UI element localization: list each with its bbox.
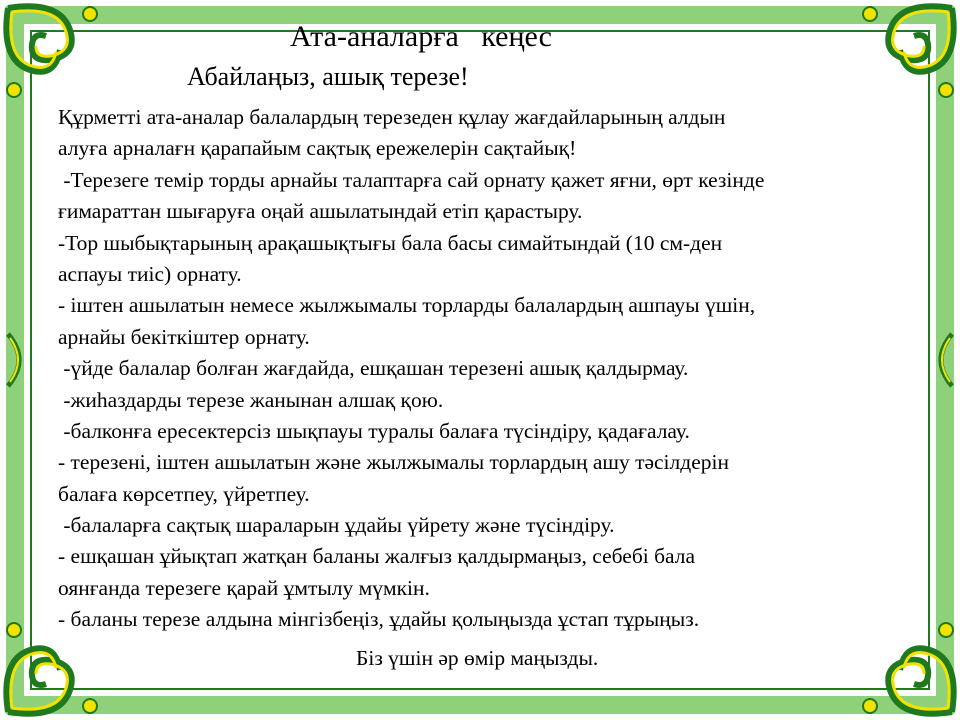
text-line: -жиһаздарды терезе жанынан алшақ қою.	[58, 387, 444, 412]
text-line: балаға көрсетпеу, үйретпеу.	[58, 481, 310, 506]
text-line: арнайы бекіткіштер орнату.	[58, 324, 310, 349]
text-line: -үйде балалар болған жағдайда, ешқашан терезені ашық қалдырмау.	[58, 356, 689, 381]
text-line: - терезені, іштен ашылатын және жылжымалы торлардың ашу тәсілдерін	[58, 450, 729, 475]
advice-text	[58, 102, 948, 636]
text-line: Құрметті ата-аналар балалардың терезеден құлау жағдайларының алдын	[58, 105, 726, 129]
text-line: аспауы тиіс) орнату.	[58, 261, 242, 286]
text-line: алуға арналағн қарапайым сақтық ережелерін сақтайық!	[58, 136, 577, 161]
slide-subtitle: Абайлаңыз, ашық терезе!	[187, 62, 469, 91]
closing-line: Біз үшін әр өмір маңызды.	[356, 646, 599, 670]
text-line: -балаларға сақтық шараларын ұдайы үйрету және түсіндіру.	[58, 513, 615, 538]
text-line: -балконға ересектерсіз шықпауы туралы балаға түсіндіру, қадағалау.	[58, 418, 690, 443]
text-line: - іштен ашылатын немесе жылжымалы торларды балалардың ашпауы үшін,	[58, 293, 756, 318]
text-line: -Терезеге темір торды арнайы талаптарға сай орнату қажет яғни, өрт кезінде	[58, 167, 765, 192]
text-line: оянғанда терезеге қарай ұмтылу мүмкін.	[58, 575, 430, 600]
slide-title: Ата-аналарға кеңес	[290, 20, 552, 53]
text-line: - ешқашан ұйықтап жатқан баланы жалғыз қалдырмаңыз, себебі бала	[58, 544, 696, 569]
text-line: - баланы терезе алдына мінгізбеңіз, ұдайы қолыңызда ұстап тұрыңыз.	[58, 607, 700, 632]
text-line: ғимараттан шығаруға оңай ашылатындай етіп қарастыру.	[58, 199, 583, 224]
text-line: -Тор шыбықтарының арақашықтығы бала басы симайтындай (10 см-ден	[58, 230, 723, 255]
